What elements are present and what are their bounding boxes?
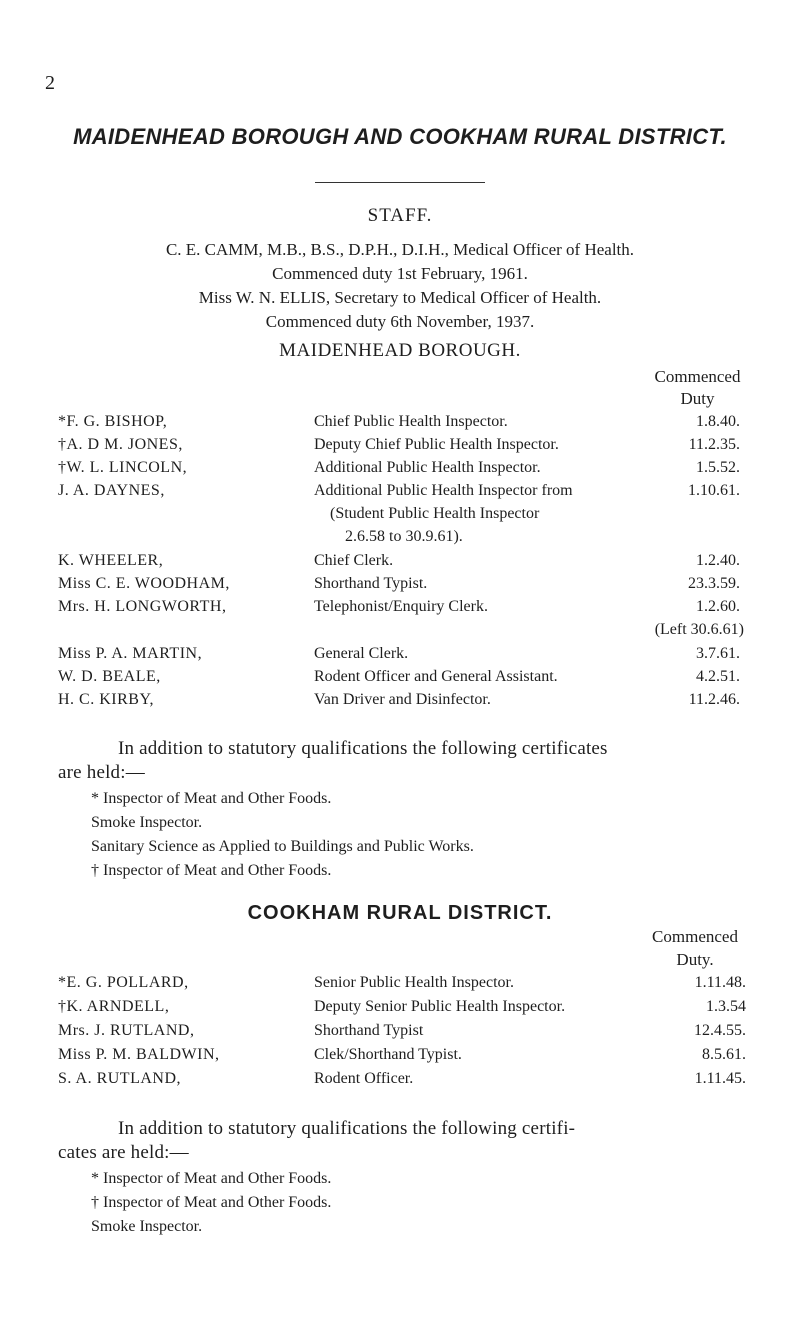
staff-date: 11.2.35. — [688, 436, 740, 453]
staff-role: Shorthand Typist. — [314, 575, 428, 592]
staff-line: Miss W. N. ELLIS, Secretary to Medical Officer of Health. — [198, 288, 602, 307]
staff-name: J. A. DAYNES, — [58, 482, 165, 499]
staff-date: 1.2.40. — [696, 552, 740, 569]
staff-date: 23.3.59. — [688, 575, 740, 592]
staff-role: Deputy Chief Public Health Inspector. — [314, 436, 559, 453]
certificate-item: * Inspector of Meat and Other Foods. — [91, 1170, 332, 1187]
commenced-header: Commenced — [654, 367, 741, 386]
staff-name: †A. D M. JONES, — [58, 436, 183, 453]
staff-date: 4.2.51. — [696, 668, 740, 685]
staff-name: S. A. RUTLAND, — [58, 1070, 182, 1087]
staff-name: †W. L. LINCOLN, — [58, 459, 188, 476]
staff-date: 1.10.61. — [688, 482, 740, 499]
staff-date: 1.11.48. — [694, 974, 746, 991]
staff-date: 1.3.54 — [706, 998, 746, 1015]
staff-role: Senior Public Health Inspector. — [314, 974, 514, 991]
staff-role: General Clerk. — [314, 645, 409, 662]
staff-date: 1.8.40. — [696, 413, 740, 430]
staff-role: Chief Public Health Inspector. — [314, 413, 508, 430]
maidenhead-heading: MAIDENHEAD BOROUGH. — [279, 340, 521, 361]
staff-role: Clek/Shorthand Typist. — [314, 1046, 462, 1063]
certificate-item: Smoke Inspector. — [91, 1218, 203, 1235]
staff-date: 1.5.52. — [696, 459, 740, 476]
staff-name: K. WHEELER, — [58, 552, 164, 569]
staff-line: C. E. CAMM, M.B., B.S., D.P.H., D.I.H., Medical Officer of Health. — [165, 240, 635, 259]
staff-name: Miss C. E. WOODHAM, — [58, 575, 230, 592]
staff-role: Additional Public Health Inspector. — [314, 459, 541, 476]
staff-role: Additional Public Health Inspector from — [314, 482, 573, 499]
qualifications-intro: In addition to statutory qualifications the following certifi- — [118, 1118, 576, 1139]
main-title: MAIDENHEAD BOROUGH AND COOKHAM RURAL DISTRICT. — [73, 124, 727, 149]
page-number: 2 — [45, 72, 55, 94]
staff-name: Miss P. A. MARTIN, — [58, 645, 203, 662]
duty-header: Duty. — [676, 950, 714, 969]
staff-name: †K. ARNDELL, — [58, 998, 170, 1015]
staff-name: Miss P. M. BALDWIN, — [58, 1046, 220, 1063]
staff-date: 12.4.55. — [694, 1022, 746, 1039]
commenced-header: Commenced — [652, 927, 738, 946]
staff-date: 8.5.61. — [702, 1046, 746, 1063]
staff-date: 11.2.46. — [688, 691, 740, 708]
staff-name: *F. G. BISHOP, — [58, 413, 168, 430]
certificate-item: † Inspector of Meat and Other Foods. — [91, 862, 332, 879]
staff-name: Mrs. J. RUTLAND, — [58, 1022, 195, 1039]
staff-line: Commenced duty 1st February, 1961. — [272, 264, 528, 283]
staff-role: Deputy Senior Public Health Inspector. — [314, 998, 566, 1015]
staff-role: Telephonist/Enquiry Clerk. — [314, 598, 488, 615]
staff-role: Chief Clerk. — [314, 552, 394, 569]
title-divider — [315, 182, 485, 183]
duty-header: Duty — [680, 389, 715, 408]
staff-line: Commenced duty 6th November, 1937. — [265, 312, 535, 331]
qualifications-intro: In addition to statutory qualifications the following certificates — [118, 738, 608, 759]
qualifications-intro-cont: cates are held:— — [58, 1142, 189, 1163]
certificate-item: * Inspector of Meat and Other Foods. — [91, 790, 332, 807]
staff-date: 1.11.45. — [694, 1070, 746, 1087]
staff-role: Rodent Officer. — [314, 1070, 414, 1087]
certificate-item: Smoke Inspector. — [91, 814, 203, 831]
staff-name: Mrs. H. LONGWORTH, — [58, 598, 227, 615]
qualifications-intro-cont: are held:— — [58, 762, 145, 783]
staff-name: W. D. BEALE, — [58, 668, 161, 685]
certificate-item: † Inspector of Meat and Other Foods. — [91, 1194, 332, 1211]
staff-date-note: (Left 30.6.61) — [654, 621, 744, 638]
staff-date: 1.2.60. — [696, 598, 740, 615]
staff-name: H. C. KIRBY, — [58, 691, 154, 708]
staff-role-note: (Student Public Health Inspector — [330, 505, 540, 522]
staff-role: Rodent Officer and General Assistant. — [314, 668, 558, 685]
staff-role: Shorthand Typist — [314, 1022, 424, 1039]
cookham-heading: COOKHAM RURAL DISTRICT. — [247, 902, 553, 924]
staff-name: *E. G. POLLARD, — [58, 974, 189, 991]
staff-heading: STAFF. — [367, 205, 433, 226]
certificate-item: Sanitary Science as Applied to Buildings and Public Works. — [91, 838, 474, 855]
staff-role-note: 2.6.58 to 30.9.61). — [345, 528, 463, 545]
staff-date: 3.7.61. — [696, 645, 740, 662]
staff-role: Van Driver and Disinfector. — [314, 691, 491, 708]
